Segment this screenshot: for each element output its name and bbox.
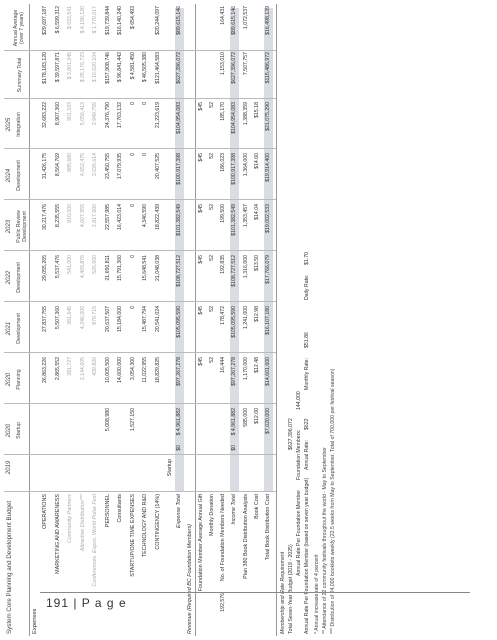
- expense-value: 810,000: [67, 204, 73, 223]
- book-value: $13.50: [254, 255, 260, 271]
- expense-value: 2,144,005: [79, 357, 86, 381]
- revenue-value: $45: [198, 306, 204, 315]
- annual-rate-value: $622: [304, 418, 310, 430]
- expense-total-value: $178,183,120: [42, 52, 48, 84]
- expense-value: 14,600,000: [117, 357, 123, 383]
- expense-label: Conferences, Expos, World Pulse Fest: [92, 494, 98, 587]
- revenue-value: 52: [209, 204, 215, 210]
- expense-value: 3,026,614: [92, 153, 98, 177]
- phase-header: Development: [16, 160, 22, 191]
- revenue-value: 16,444: [220, 357, 226, 373]
- expense-value: 26,863,226: [42, 357, 48, 383]
- revenue-value: 52: [209, 357, 215, 363]
- expense-value: 5,537,476: [54, 255, 61, 279]
- book-label: Book Cost: [254, 494, 260, 519]
- expense-value: 381,645: [67, 306, 73, 325]
- expense-value: 2,949,755: [92, 102, 98, 126]
- expense-value: 8,907,360: [54, 102, 61, 126]
- members-label: Foundation Members:: [296, 429, 302, 480]
- summary-total-header: Summary Total: [17, 57, 23, 93]
- book-value: 1,241,000: [243, 306, 249, 330]
- column-rule: [4, 301, 276, 302]
- expense-value: 5,056,412: [79, 102, 86, 126]
- expense-value: 30,217,476: [42, 204, 48, 230]
- year-header: 2022: [6, 270, 12, 285]
- book-value: $19,914,400: [265, 153, 271, 182]
- daily-rate-label: Daily Rate:: [304, 274, 310, 300]
- expense-value: 10,005,500: [104, 357, 111, 383]
- expense-avg-value: $19,739,844: [104, 6, 111, 35]
- expense-label: Attractive Distribution***: [79, 494, 86, 552]
- revenue-value: 52: [209, 306, 215, 312]
- year-header: 2020: [6, 372, 12, 387]
- expense-value: 0: [129, 306, 136, 309]
- expense-value: 17,763,132: [117, 102, 123, 128]
- revenue-value: 52: [209, 153, 215, 159]
- revenue-value: $45: [198, 255, 204, 264]
- expense-value: 2,865,552: [54, 357, 61, 381]
- expense-value: 281,727: [67, 357, 73, 376]
- expense-value: 0: [129, 255, 136, 258]
- expense-value: 439,820: [92, 357, 98, 376]
- revenue-value: 186,023: [220, 153, 226, 172]
- expense-total-label: Expense Total: [176, 494, 182, 528]
- members-value: 144,000: [296, 391, 302, 410]
- revenue-value: 185,170: [220, 102, 226, 121]
- budget-label: Total Seven-Year Budget (2019 - 2025): [288, 544, 294, 634]
- expense-value: 0: [142, 102, 148, 105]
- column-rule: [4, 454, 276, 455]
- expense-value: 15,648,541: [142, 255, 148, 281]
- year-header: 2019: [6, 460, 12, 475]
- expense-total-value: $ 46,505,380: [142, 52, 148, 83]
- book-total-value: 7,507,757: [243, 52, 249, 76]
- income-total-cell: $101,382,549: [231, 204, 237, 236]
- book-value: $14,601,600: [265, 357, 271, 386]
- expense-total-value: $ 4,581,450: [129, 52, 136, 80]
- expense-value: 879,715: [92, 306, 98, 325]
- expense-value: 0: [142, 153, 148, 156]
- row-rule: [276, 4, 277, 636]
- expense-value: 32,683,222: [42, 102, 48, 128]
- income-total-cell: $100,917,398: [231, 153, 237, 185]
- expense-value: 20,541,024: [154, 306, 161, 332]
- column-rule: [4, 98, 276, 99]
- footer-rule: [40, 592, 470, 593]
- expense-avg-value: $20,244,097: [154, 6, 161, 35]
- book-label: Total Book Distribution Cost: [265, 494, 271, 561]
- expense-value: 0: [129, 102, 136, 105]
- revenue-label: Monthly Donation: [209, 494, 215, 536]
- revenue-value: 178,472: [220, 306, 226, 325]
- revenue-value: 192,576: [220, 593, 226, 612]
- revenue-total-value: 1,153,010: [220, 52, 226, 76]
- annual-average-header: Annual Average (over 7 years): [13, 9, 25, 47]
- expense-avg-value: $ 1,770,017: [92, 6, 98, 34]
- book-value: $14.04: [254, 204, 260, 220]
- phase-header: Public Review Development: [16, 210, 28, 243]
- revenue-value: $45: [198, 204, 204, 213]
- column-rule: [4, 148, 276, 149]
- book-value: $17,766,079: [265, 255, 271, 284]
- expense-value: 18,829,825: [154, 357, 161, 383]
- expense-value: 20,407,525: [154, 153, 161, 179]
- expense-value: 901,193: [67, 102, 73, 121]
- expense-value: 5,507,360: [54, 306, 61, 330]
- revenue-label: No. of Foundation Members Needed: [220, 494, 226, 582]
- expense-label: MARKETING AND AWARENESS: [54, 494, 61, 574]
- book-value: 585,000: [243, 408, 249, 427]
- book-value: 1,388,359: [243, 102, 249, 126]
- budget-value: $627,396,072: [288, 418, 294, 450]
- year-header: 2023: [6, 219, 12, 234]
- expense-value: 5,008,980: [104, 408, 111, 432]
- income-total-cell: $97,267,278: [231, 357, 237, 386]
- expense-value: 16,423,014: [117, 204, 123, 230]
- book-label: Plan 380 Book Distribution Analysis: [243, 494, 249, 579]
- income-total-cell: $0: [231, 445, 237, 451]
- expense-total-cell: $97,267,278: [176, 357, 182, 386]
- income-total-cell: $108,727,512: [231, 255, 237, 287]
- expense-value: 3,054,300: [129, 357, 136, 381]
- expense-value: 21,223,619: [154, 102, 161, 128]
- year-header: 2024: [6, 168, 12, 183]
- column-rule: [4, 250, 276, 251]
- expense-value: 1,527,150: [129, 408, 136, 432]
- book-value: $12.00: [254, 408, 260, 424]
- expense-avg-value: $ 654,493: [129, 6, 136, 30]
- revenue-value: $45: [198, 153, 204, 162]
- seven-year-rate-label: Annual Rate Per Foundation Member (based on seven year budget): [304, 477, 310, 634]
- expense-value: 885,680: [67, 153, 73, 172]
- column-rule: [4, 491, 276, 492]
- expense-label: Consultants: [117, 494, 123, 523]
- phase-header: Integration: [16, 112, 22, 137]
- expense-total-value: $157,908,746: [104, 52, 111, 84]
- revenue-value: $45: [198, 357, 204, 366]
- book-value: 1,170,000: [243, 357, 249, 381]
- revenue-avg-value: 164,431: [220, 6, 226, 25]
- expense-total-value: $ 96,841,442: [117, 52, 123, 83]
- annual-rate-short-label: Annual Rate:: [304, 440, 310, 470]
- page-number: 191 | P a g e: [46, 596, 127, 610]
- footnote: *** Distribution of 24,000 booklets weekly (22.5 weeks from May to September. Total of 700,000 per festival season): [330, 368, 336, 634]
- year-header: 2025: [6, 117, 12, 132]
- book-total-value: $115,486,972: [265, 52, 271, 84]
- expense-value: 21,650,811: [104, 255, 111, 281]
- expense-total-cell: $ 4,961,882: [176, 408, 182, 436]
- book-avg-value: 1,072,537: [243, 6, 249, 30]
- income-total-cell: $105,095,590: [231, 306, 237, 338]
- income-total-cell: $ 4,961,882: [231, 408, 237, 436]
- income-total-label: Income Total: [231, 494, 237, 525]
- expense-total-value: $ 3,801,245: [67, 52, 73, 80]
- expense-avg-value: $29,697,187: [42, 6, 48, 35]
- membership-heading: Membership and Rate Requirement: [280, 551, 286, 634]
- expense-grand-total: $627,396,072: [176, 52, 182, 84]
- daily-rate-value: $1.70: [304, 252, 310, 265]
- footnote: ** Attendance of 22 community festivals throughout the world - May to September: [322, 447, 328, 634]
- column-rule: [4, 199, 276, 200]
- revenue-value: 199,500: [220, 204, 226, 223]
- revenue-value: 52: [209, 102, 215, 108]
- expense-total-cell: $100,917,398: [176, 153, 182, 185]
- phase-header: Startup: [16, 422, 22, 439]
- column-rule: [4, 403, 276, 404]
- expense-grand-average: $89,615,146: [176, 6, 182, 35]
- expense-value: 29,055,265: [42, 255, 48, 281]
- footnote: * Annual increase rate of 4 percent: [314, 554, 320, 634]
- revenue-value: 52: [209, 255, 215, 261]
- expense-value: 24,376,790: [104, 102, 111, 128]
- expense-value: 0: [129, 204, 136, 207]
- column-rule: [4, 50, 276, 51]
- expense-label: CONTINGENCY (14%): [154, 494, 161, 550]
- book-value: $12.98: [254, 306, 260, 322]
- expense-value: 526,600: [92, 255, 98, 274]
- expense-total-cell: $101,382,549: [176, 204, 182, 236]
- sheet-title: System Core Planning and Development Budget: [6, 500, 13, 634]
- phase-header: Development: [16, 262, 22, 293]
- book-value: 1,353,457: [243, 204, 249, 228]
- expenses-heading: Expenses: [32, 608, 38, 634]
- monthly-rate-label: Monthly Rate:: [304, 357, 310, 390]
- startup-label: Startup: [167, 458, 173, 477]
- expense-value: 0: [129, 153, 136, 156]
- book-value: 1,364,000: [243, 153, 249, 177]
- expense-total-value: $ 39,597,871: [54, 52, 61, 83]
- expense-total-value: $121,464,583: [154, 52, 161, 84]
- expense-value: 541,000: [67, 255, 73, 274]
- book-value: $16,107,180: [265, 306, 271, 335]
- column-rule: [4, 352, 276, 353]
- book-value: $15.18: [254, 102, 260, 118]
- expense-total-cell: $105,095,590: [176, 306, 182, 338]
- expense-avg-value: $ 633,541: [67, 6, 73, 30]
- phase-header: Planning: [16, 369, 22, 390]
- expense-value: 17,079,935: [117, 153, 123, 179]
- expense-value: 4,246,000: [79, 306, 86, 330]
- expense-value: 11,022,955: [142, 357, 148, 383]
- expense-label: Community Partners: [67, 494, 73, 544]
- revenue-heading: Revenue (Required BC Foundation Members): [187, 524, 193, 634]
- income-total-cell: $104,954,083: [231, 102, 237, 134]
- monthly-rate-value: $51.86: [304, 332, 310, 348]
- income-grand-total: $627,396,072: [231, 52, 237, 84]
- expense-value: 20,637,507: [104, 306, 111, 332]
- expense-value: 4,346,590: [142, 204, 148, 228]
- year-header: 2021: [6, 321, 12, 336]
- expense-value: 23,450,755: [104, 153, 111, 179]
- book-value: $12.48: [254, 357, 260, 373]
- revenue-value: $45: [198, 102, 204, 111]
- expense-value: 18,822,439: [154, 204, 161, 230]
- expense-value: 2,817,600: [92, 204, 98, 228]
- expense-label: TECHNOLOGY AND R&D: [142, 494, 148, 558]
- expense-total-cell: $104,954,083: [176, 102, 182, 134]
- expense-avg-value: $ 6,599,312: [54, 6, 61, 34]
- expense-avg-value: $ 4,196,120: [79, 6, 86, 34]
- income-grand-average: $89,615,146: [231, 6, 237, 35]
- book-value: $14.60: [254, 153, 260, 169]
- expense-value: 15,791,360: [117, 255, 123, 281]
- expense-value: 4,469,876: [79, 255, 86, 279]
- book-value: $21,075,290: [265, 102, 271, 131]
- expense-value: 31,426,175: [42, 153, 48, 179]
- expense-value: 15,184,000: [117, 306, 123, 332]
- expense-value: 15,487,794: [142, 306, 148, 332]
- revenue-label: Foundation Member Average Annual Gift: [198, 494, 204, 592]
- annual-rate-label: Annual Rate Per Foundation Member: [296, 490, 302, 576]
- expense-value: 21,048,038: [154, 255, 161, 281]
- expense-label: PERSONNEL: [104, 494, 111, 528]
- expense-total-cell: $108,727,512: [176, 255, 182, 287]
- expense-value: 8,235,555: [54, 204, 61, 228]
- expense-avg-value: $16,140,240: [117, 6, 123, 35]
- expense-value: 4,607,955: [79, 204, 86, 228]
- expense-value: 27,837,755: [42, 306, 48, 332]
- expense-label: OPERATIONS: [42, 494, 48, 529]
- expense-value: 22,557,985: [104, 204, 111, 230]
- revenue-value: 192,835: [220, 255, 226, 274]
- book-avg-value: $16,498,139: [265, 6, 271, 35]
- expense-total-value: $ 10,620,104: [92, 52, 98, 83]
- phase-header: Development: [16, 313, 22, 344]
- expense-value: 8,564,769: [54, 153, 61, 177]
- year-header: 2020: [6, 423, 12, 438]
- expense-total-value: $ 25,176,723: [79, 52, 86, 83]
- book-value: 1,316,000: [243, 255, 249, 279]
- expense-total-cell: $0: [176, 445, 182, 451]
- expense-value: 4,652,475: [79, 153, 86, 177]
- book-value: $19,002,533: [265, 204, 271, 233]
- expense-label: STARTUP/ONE TIME EXPENSES: [129, 494, 136, 577]
- book-value: $7,020,000: [265, 408, 271, 434]
